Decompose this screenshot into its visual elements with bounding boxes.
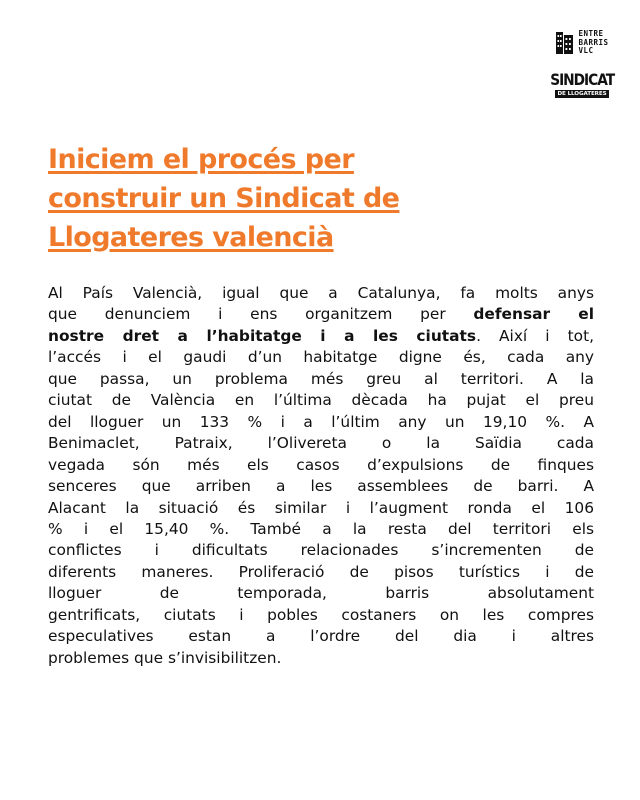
title-line: construir un Sindicat de <box>48 183 400 214</box>
body-text: senceres que arriben a les assemblees de barri. A <box>48 477 594 496</box>
body-line <box>48 540 594 561</box>
body-text: problemes que s’invisibilitzen. <box>48 648 282 667</box>
logo-word: ENTRE <box>578 29 604 38</box>
body-paragraph <box>48 283 594 669</box>
body-line <box>48 562 594 583</box>
body-text: Benimaclet, Patraix, l’Olivereta o la Saïdia cada <box>48 434 594 453</box>
body-line <box>48 412 594 433</box>
title-line: Llogateres valencià <box>48 222 334 253</box>
body-line <box>48 583 594 604</box>
body-line <box>48 433 594 454</box>
title-line: Iniciem el procés per <box>48 144 354 175</box>
body-text: gentrificats, ciutats i pobles costaners on les compres <box>48 605 594 624</box>
body-line <box>48 347 594 368</box>
body-line <box>48 390 594 411</box>
body-text: que denunciem i ens organitzem per <box>48 305 474 324</box>
entre-barris-wordmark <box>578 30 608 56</box>
sindicat-subtitle: DE LLOGATERES <box>557 91 607 97</box>
logo-word: BARRIS <box>578 37 609 47</box>
body-text: vegada són més els casos d’expulsions de finques <box>48 455 594 474</box>
body-line <box>48 519 594 540</box>
body-emphasis: nostre dret a l’habitatge i a les ciutats <box>48 326 477 345</box>
body-emphasis: defensar el <box>473 305 594 324</box>
body-line <box>48 304 594 325</box>
body-line <box>48 283 594 304</box>
body-text: % i el 15,40 %. També a la resta del territori els <box>48 519 594 538</box>
body-text: l’accés i el gaudi d’un habitatge digne és, cada any <box>48 348 594 367</box>
logo-word: VLC <box>578 46 594 56</box>
body-text: ciutat de València en l’última dècada ha pujat el preu <box>48 391 594 410</box>
body-line <box>48 455 594 476</box>
body-text: especulatives estan a l’ordre del dia i altres <box>48 627 594 646</box>
body-line <box>48 369 594 390</box>
body-line <box>48 648 594 669</box>
body-line <box>48 476 594 497</box>
body-line <box>48 605 594 626</box>
body-text: del lloguer un 133 % i a l’últim any un 19,10 %. A <box>48 412 594 431</box>
body-line <box>48 326 594 347</box>
page-title <box>48 140 528 257</box>
body-line <box>48 626 594 647</box>
body-text: Al País Valencià, igual que a Catalunya, fa molts anys <box>48 284 594 302</box>
body-text: Alacant la situació és similar i l’augment ronda el 106 <box>48 498 594 517</box>
body-text: . Així i tot, <box>476 326 594 345</box>
building-icon <box>555 30 575 56</box>
body-line <box>48 498 594 519</box>
body-text: conflictes i dificultats relacionades s’incrementen de <box>48 541 594 560</box>
body-text: que passa, un problema més greu al territori. A la <box>48 369 594 388</box>
entre-barris-logo <box>555 30 608 56</box>
sindicat-logo <box>545 72 619 98</box>
sindicat-wordmark: SINDICAT <box>550 70 614 89</box>
logos <box>552 30 612 98</box>
body-text: lloguer de temporada, barris absolutament <box>48 584 594 603</box>
body-text: diferents maneres. Proliferació de pisos turístics i de <box>48 562 594 581</box>
